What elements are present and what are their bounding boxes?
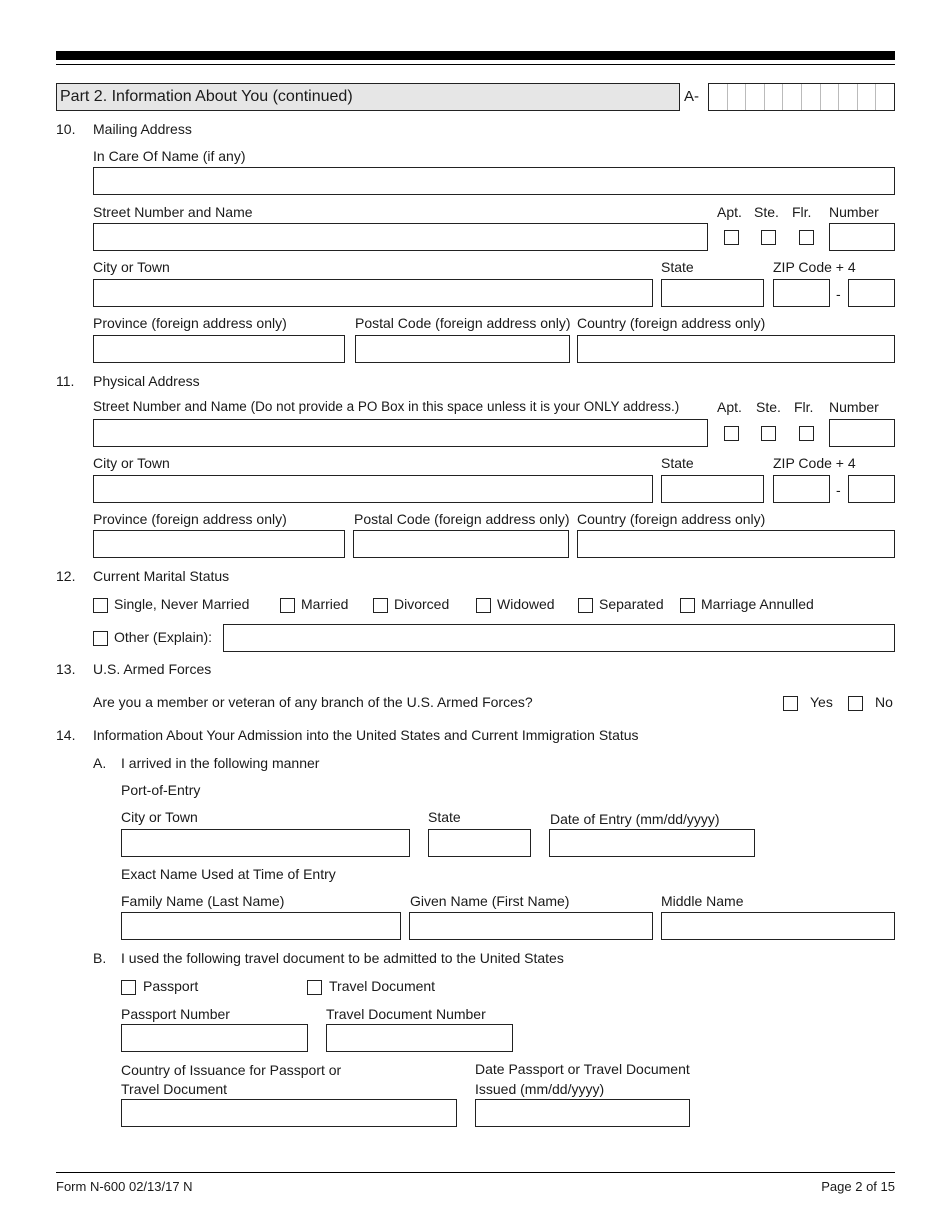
family-name-field[interactable] bbox=[121, 912, 401, 940]
phys-state-label: State bbox=[661, 455, 694, 471]
top-rule-thin bbox=[56, 64, 895, 65]
phys-province-field[interactable] bbox=[93, 530, 345, 558]
phys-city-label: City or Town bbox=[93, 455, 170, 471]
travel-document-label: Travel Document bbox=[329, 978, 436, 994]
q14b-letter: B. bbox=[93, 950, 107, 966]
passport-checkbox[interactable] bbox=[121, 980, 136, 995]
phys-zip-label: ZIP Code + 4 bbox=[773, 455, 856, 471]
mail-postal-field[interactable] bbox=[355, 335, 570, 363]
mail-street-field[interactable] bbox=[93, 223, 708, 251]
country-issuance-label-line1: Country of Issuance for Passport or bbox=[121, 1062, 342, 1078]
marital-divorced-label: Divorced bbox=[394, 596, 450, 612]
mail-zip-field[interactable] bbox=[773, 279, 830, 307]
in-care-of-label: In Care Of Name (if any) bbox=[93, 148, 246, 164]
port-of-entry-label: Port-of-Entry bbox=[121, 782, 201, 798]
armed-forces-yes-checkbox[interactable] bbox=[783, 696, 798, 711]
marital-annulled-label: Marriage Annulled bbox=[701, 596, 814, 612]
marital-divorced-checkbox[interactable] bbox=[373, 598, 388, 613]
q13-title: U.S. Armed Forces bbox=[93, 661, 212, 677]
entry-city-label: City or Town bbox=[121, 809, 198, 825]
phys-ste-checkbox[interactable] bbox=[761, 426, 776, 441]
phys-province-label: Province (foreign address only) bbox=[93, 511, 287, 527]
mail-flr-checkbox[interactable] bbox=[799, 230, 814, 245]
q14a-letter: A. bbox=[93, 755, 107, 771]
marital-widowed-label: Widowed bbox=[497, 596, 555, 612]
entry-date-field[interactable] bbox=[549, 829, 755, 857]
mail-country-field[interactable] bbox=[577, 335, 895, 363]
phys-street-field[interactable] bbox=[93, 419, 708, 447]
mail-apt-checkbox[interactable] bbox=[724, 230, 739, 245]
country-issuance-label-line2: Travel Document bbox=[121, 1081, 228, 1097]
date-issued-field[interactable] bbox=[475, 1099, 690, 1127]
q14-title: Information About Your Admission into the United States and Current Immigration Status bbox=[93, 727, 639, 743]
q10-number: 10. bbox=[56, 121, 76, 137]
passport-number-field[interactable] bbox=[121, 1024, 308, 1052]
mail-apt-label: Apt. bbox=[717, 204, 742, 220]
footer-rule bbox=[56, 1172, 895, 1173]
mail-number-field[interactable] bbox=[829, 223, 895, 251]
mail-zip4-field[interactable] bbox=[848, 279, 895, 307]
mail-province-field[interactable] bbox=[93, 335, 345, 363]
phys-city-field[interactable] bbox=[93, 475, 653, 503]
phys-postal-field[interactable] bbox=[353, 530, 569, 558]
q12-number: 12. bbox=[56, 568, 76, 584]
passport-label: Passport bbox=[143, 978, 199, 994]
phys-country-label: Country (foreign address only) bbox=[577, 511, 766, 527]
q10-title: Mailing Address bbox=[93, 121, 192, 137]
marital-separated-checkbox[interactable] bbox=[578, 598, 593, 613]
marital-other-explain-field[interactable] bbox=[223, 624, 895, 652]
form-id: Form N-600 02/13/17 N bbox=[56, 1179, 193, 1194]
marital-single-label: Single, Never Married bbox=[114, 596, 250, 612]
mail-zip-label: ZIP Code + 4 bbox=[773, 259, 856, 275]
marital-separated-label: Separated bbox=[599, 596, 664, 612]
family-name-label: Family Name (Last Name) bbox=[121, 893, 285, 909]
mail-country-label: Country (foreign address only) bbox=[577, 315, 766, 331]
mail-state-field[interactable] bbox=[661, 279, 764, 307]
mail-city-label: City or Town bbox=[93, 259, 170, 275]
part-title: Part 2. Information About You (continued) bbox=[56, 83, 680, 111]
marital-annulled-checkbox[interactable] bbox=[680, 598, 695, 613]
given-name-label: Given Name (First Name) bbox=[410, 893, 570, 909]
marital-widowed-checkbox[interactable] bbox=[476, 598, 491, 613]
armed-forces-no-label: No bbox=[875, 694, 893, 710]
mail-state-label: State bbox=[661, 259, 694, 275]
mail-street-label: Street Number and Name bbox=[93, 204, 253, 220]
date-issued-label-line1: Date Passport or Travel Document bbox=[475, 1061, 690, 1077]
phys-flr-checkbox[interactable] bbox=[799, 426, 814, 441]
q13-number: 13. bbox=[56, 661, 76, 677]
marital-other-checkbox[interactable] bbox=[93, 631, 108, 646]
q11-title: Physical Address bbox=[93, 373, 200, 389]
armed-forces-question: Are you a member or veteran of any branch of the U.S. Armed Forces? bbox=[93, 694, 533, 710]
q11-number: 11. bbox=[56, 373, 75, 389]
mail-postal-label: Postal Code (foreign address only) bbox=[355, 315, 571, 331]
middle-name-field[interactable] bbox=[661, 912, 895, 940]
phys-zip-dash: - bbox=[836, 482, 841, 498]
phys-apt-checkbox[interactable] bbox=[724, 426, 739, 441]
q12-title: Current Marital Status bbox=[93, 568, 230, 584]
middle-name-label: Middle Name bbox=[661, 893, 744, 909]
given-name-field[interactable] bbox=[409, 912, 653, 940]
passport-number-label: Passport Number bbox=[121, 1006, 230, 1022]
marital-single-checkbox[interactable] bbox=[93, 598, 108, 613]
phys-street-label: Street Number and Name (Do not provide a PO Box in this space unless it is your ONLY address.) bbox=[93, 399, 680, 414]
phys-flr-label: Flr. bbox=[794, 399, 814, 415]
q14b-text: I used the following travel document to be admitted to the United States bbox=[121, 950, 564, 966]
phys-zip-field[interactable] bbox=[773, 475, 830, 503]
mail-city-field[interactable] bbox=[93, 279, 653, 307]
mail-ste-label: Ste. bbox=[754, 204, 779, 220]
armed-forces-yes-label: Yes bbox=[810, 694, 833, 710]
marital-married-checkbox[interactable] bbox=[280, 598, 295, 613]
armed-forces-no-checkbox[interactable] bbox=[848, 696, 863, 711]
a-number-label: A- bbox=[684, 88, 699, 105]
travel-document-number-field[interactable] bbox=[326, 1024, 513, 1052]
mail-ste-checkbox[interactable] bbox=[761, 230, 776, 245]
phys-apt-label: Apt. bbox=[717, 399, 742, 415]
top-rule-thick bbox=[56, 51, 895, 60]
country-issuance-field[interactable] bbox=[121, 1099, 457, 1127]
mail-number-label: Number bbox=[829, 204, 879, 220]
mail-zip-dash: - bbox=[836, 286, 841, 302]
phys-ste-label: Ste. bbox=[756, 399, 781, 415]
entry-state-label: State bbox=[428, 809, 461, 825]
marital-married-label: Married bbox=[301, 596, 349, 612]
mail-province-label: Province (foreign address only) bbox=[93, 315, 287, 331]
page-number: Page 2 of 15 bbox=[821, 1179, 895, 1194]
phys-state-field[interactable] bbox=[661, 475, 764, 503]
marital-other-label: Other (Explain): bbox=[114, 629, 213, 645]
travel-document-number-label: Travel Document Number bbox=[326, 1006, 486, 1022]
phys-number-field[interactable] bbox=[829, 419, 895, 447]
q14-number: 14. bbox=[56, 727, 76, 743]
phys-country-field[interactable] bbox=[577, 530, 895, 558]
phys-zip4-field[interactable] bbox=[848, 475, 895, 503]
in-care-of-field[interactable] bbox=[93, 167, 895, 195]
date-issued-label-line2: Issued (mm/dd/yyyy) bbox=[475, 1081, 605, 1097]
entry-date-label: Date of Entry (mm/dd/yyyy) bbox=[550, 811, 720, 827]
phys-number-label: Number bbox=[829, 399, 879, 415]
mail-flr-label: Flr. bbox=[792, 204, 812, 220]
exact-name-label: Exact Name Used at Time of Entry bbox=[121, 866, 336, 882]
travel-document-checkbox[interactable] bbox=[307, 980, 322, 995]
q14a-text: I arrived in the following manner bbox=[121, 755, 320, 771]
a-number-field[interactable] bbox=[708, 83, 895, 111]
entry-city-field[interactable] bbox=[121, 829, 410, 857]
entry-state-field[interactable] bbox=[428, 829, 531, 857]
phys-postal-label: Postal Code (foreign address only) bbox=[354, 511, 570, 527]
